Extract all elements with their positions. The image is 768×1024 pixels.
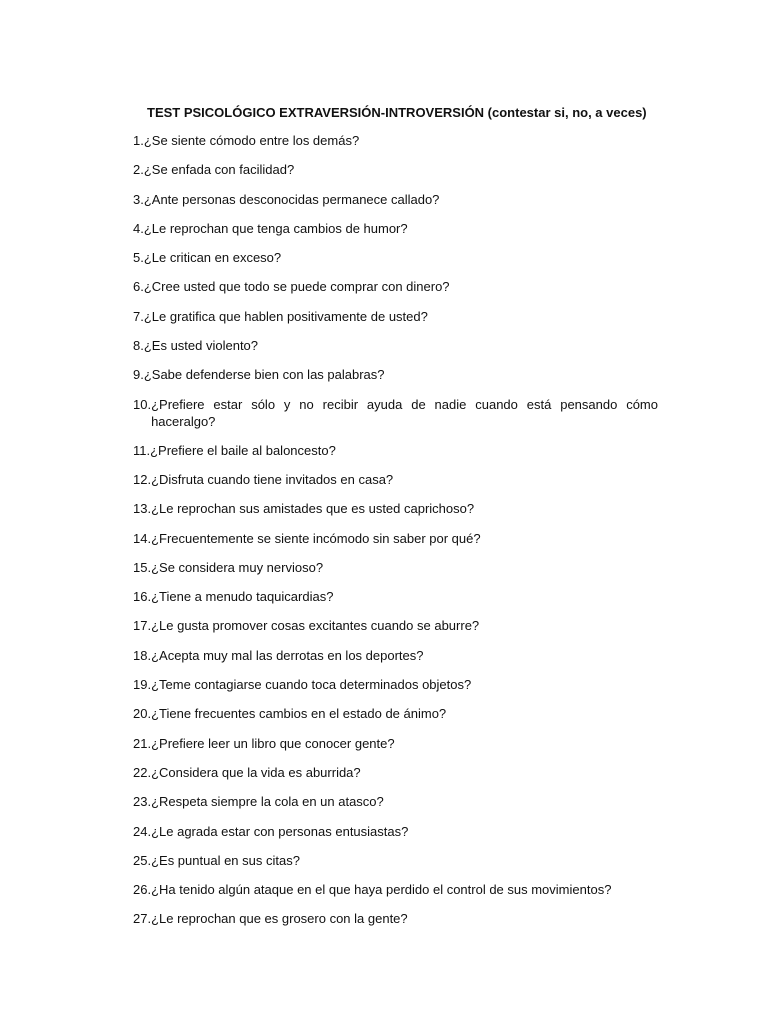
question-number: 18. [133,647,152,663]
question-item [133,278,658,295]
question-list [133,132,658,940]
question-number: 16. [133,589,152,605]
question-text: ¿Frecuentemente se siente incómodo sin saber por qué? [151,530,481,546]
question-text: ¿Prefiere leer un libro que conocer gente? [151,735,395,751]
question-number: 21. [133,735,152,751]
question-item [133,396,658,430]
question-item [133,881,658,898]
question-item [133,530,658,547]
question-text: ¿Le reprochan que tenga cambios de humor? [143,220,408,236]
question-item [133,132,658,149]
question-text: ¿Cree usted que todo se puede comprar con dinero? [143,279,450,295]
question-text: ¿Es usted violento? [143,338,259,354]
question-number: 5. [133,250,144,266]
question-item [133,617,658,634]
question-number: 1. [133,133,144,148]
question-item [133,559,658,576]
question-item [133,442,658,459]
question-number: 27. [133,911,152,927]
question-number: 2. [133,162,144,178]
question-text: ¿Se enfada con facilidad? [143,162,295,178]
question-text: ¿Le reprochan que es grosero con la gente? [151,911,408,927]
question-number: 14. [133,530,152,546]
question-text: ¿Ha tenido algún ataque en el que haya perdido el control de sus movimientos? [151,882,612,898]
question-item [133,793,658,810]
question-item [133,249,658,266]
question-item [133,735,658,752]
question-item [133,852,658,869]
question-item [133,161,658,178]
question-item [133,191,658,208]
question-text: ¿Prefiere el baile al baloncesto? [150,442,336,458]
question-number: 7. [133,308,144,324]
question-item [133,220,658,237]
question-number: 4. [133,220,144,236]
question-text: ¿Le reprochan sus amistades que es usted caprichoso? [151,501,475,517]
question-text: ¿Se considera muy nervioso? [151,559,324,575]
question-text: ¿Le gratifica que hablen positivamente de usted? [143,308,428,324]
question-item [133,910,658,927]
question-item [133,647,658,664]
question-item [133,337,658,354]
question-number: 11. [133,442,151,458]
question-item [133,471,658,488]
question-number: 25. [133,852,152,868]
question-text [151,396,658,430]
question-text: ¿Acepta muy mal las derrotas en los deportes? [151,647,424,663]
question-number: 22. [133,764,152,780]
question-text-line: ¿Prefiere estar sólo y no recibir ayuda de nadie cuando está pensando cómo [151,396,658,412]
question-number: 3. [133,191,144,207]
question-text: ¿Le critican en exceso? [143,250,282,266]
question-number: 13. [133,501,152,517]
question-item [133,500,658,517]
question-number: 20. [133,706,152,722]
question-number: 15. [133,559,152,575]
question-text: ¿Sabe defenderse bien con las palabras? [143,367,385,383]
question-item [133,308,658,325]
question-text: ¿Disfruta cuando tiene invitados en casa? [151,471,394,487]
question-number: 6. [133,279,144,295]
question-text: ¿Ante personas desconocidas permanece callado? [143,191,440,207]
question-number: 9. [133,367,144,383]
question-text: ¿Considera que la vida es aburrida? [151,764,361,780]
question-text: ¿Tiene a menudo taquicardias? [151,589,334,605]
question-number: 10. [133,396,152,412]
question-item [133,764,658,781]
document-title: TEST PSICOLÓGICO EXTRAVERSIÓN-INTROVERSIÓN (contestar si, no, a veces) [147,105,647,120]
question-number: 12. [133,471,152,487]
question-text: ¿Tiene frecuentes cambios en el estado de ánimo? [151,706,447,722]
question-number: 26. [133,882,152,898]
question-text: ¿Respeta siempre la cola en un atasco? [151,794,384,810]
question-text: ¿Se siente cómodo entre los demás? [143,133,360,148]
question-number: 8. [133,338,144,354]
question-text-line: haceralgo? [151,413,216,429]
question-number: 24. [133,823,152,839]
question-number: 17. [133,618,152,634]
question-item [133,823,658,840]
question-item [133,588,658,605]
question-text: ¿Es puntual en sus citas? [151,852,300,868]
question-item [133,676,658,693]
question-number: 19. [133,677,152,693]
question-number: 23. [133,794,152,810]
question-text: ¿Le agrada estar con personas entusiastas? [151,823,409,839]
question-item [133,705,658,722]
question-text: ¿Le gusta promover cosas excitantes cuando se aburre? [151,618,480,634]
question-text: ¿Teme contagiarse cuando toca determinados objetos? [151,677,472,693]
question-item [133,366,658,383]
